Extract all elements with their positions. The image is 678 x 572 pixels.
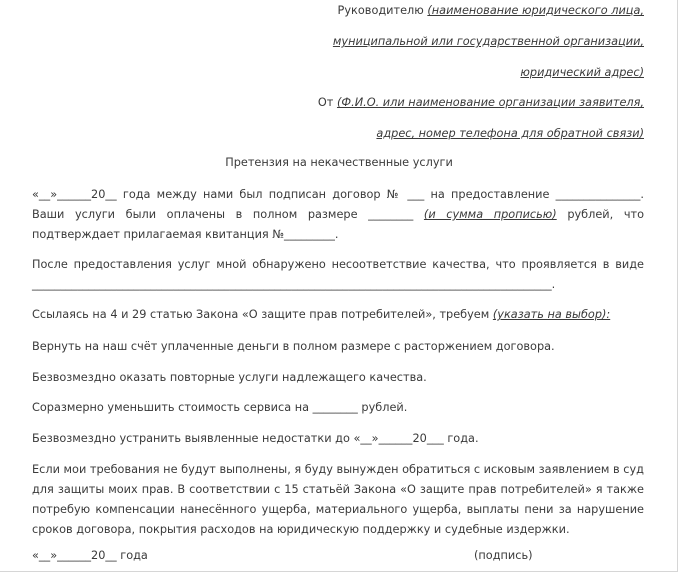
- header-line-4: [318, 96, 644, 109]
- header-line-3: юридический адрес): [520, 66, 644, 79]
- header-line-5: адрес, номер телефона для обратной связи): [376, 127, 644, 140]
- header-line-2: муниципальной или государственной организации,: [332, 35, 644, 48]
- document-title: Претензия на некачественные услуги: [225, 156, 453, 169]
- option-fix-defects: Безвозмездно устранить выявленные недостатки до «__»______20___ года.: [32, 432, 479, 445]
- paragraph-law-reference: Ссылаясь на 4 и 29 статью Закона «О защите прав потребителей», требуем (указать на выбор):: [32, 308, 611, 321]
- option-repeat-service: Безвозмездно оказать повторные услуги надлежащего качества.: [32, 371, 427, 384]
- paragraph-defect: После предоставления услуг мной обнаружено несоответствие качества, что проявляется в виде ____________________________________________________________________________________________.: [32, 258, 644, 291]
- paragraph-contract: «__»______20__ года между нами был подписан договор № ___ на предоставление _______________. Ваши услуги были оплачены в полном размере ________ (и сумма прописью) рублей, что подтверждает прилагаемая квитанция №_________.: [32, 188, 645, 241]
- header-line-1: [338, 4, 644, 17]
- paragraph-warning: Если мои требования не будут выполнены, я буду вынужден обратиться с исковым заявлением в суд для защиты моих прав. В соответствии с 15 статьёй Закона «О защите прав потребителей» я также потребую компенсации нанесённого ущерба, материального ущерба, выплаты пени за нарушение сроков договора, покрытия расходов на юридическую поддержку и судебные издержки.: [32, 463, 644, 536]
- option-reduce-price: Соразмерно уменьшить стоимость сервиса на ________ рублей.: [32, 401, 408, 414]
- footer-signature: (подпись): [474, 549, 533, 562]
- footer-date: «__»______20__ года: [32, 549, 148, 562]
- header-sender-hint: (Ф.И.О. или наименование организации заявителя,: [336, 96, 644, 109]
- header-sender-label: От: [317, 96, 337, 109]
- header-recipient-hint: (наименование юридического лица,: [427, 4, 644, 17]
- option-refund: Вернуть на наш счёт уплаченные деньги в полном размере с расторжением договора.: [32, 340, 555, 353]
- header-recipient-label: Руководителю: [337, 4, 428, 17]
